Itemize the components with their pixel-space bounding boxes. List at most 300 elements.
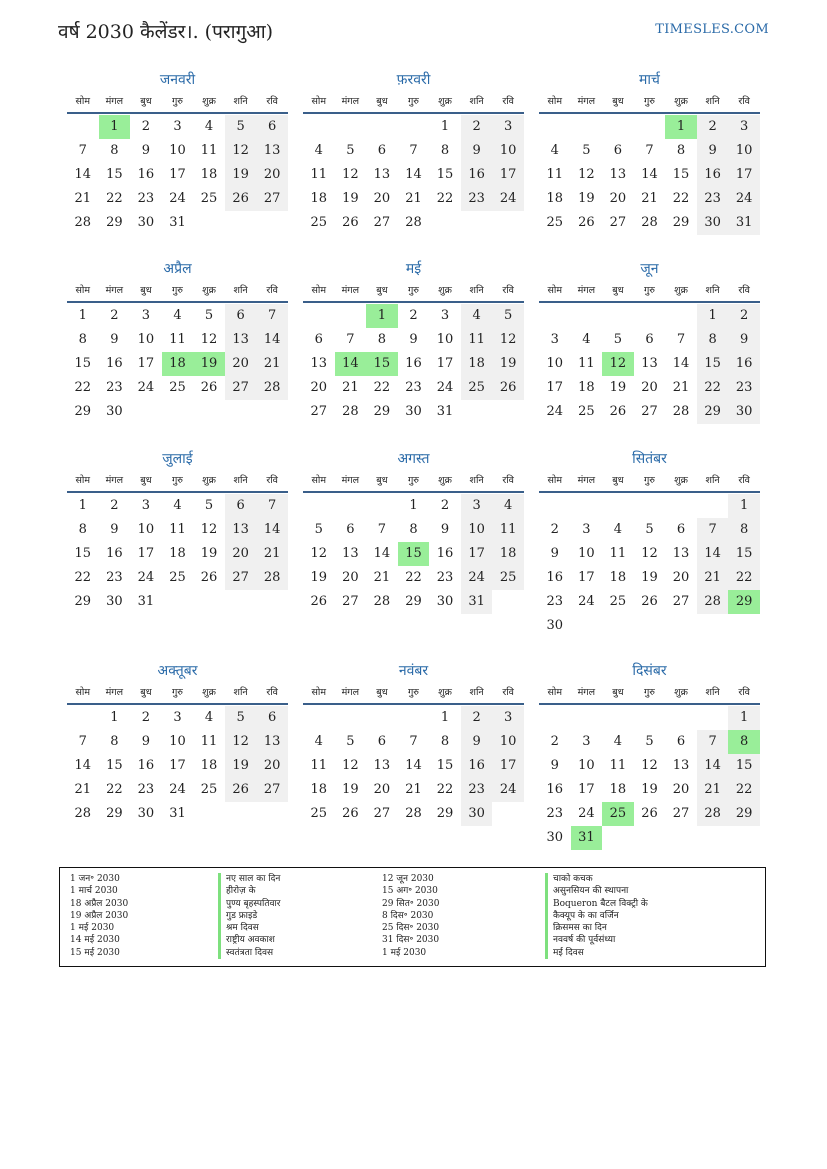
day-cell: 20 [672, 782, 690, 797]
empty-cell [366, 494, 398, 518]
day-cell: 21 [672, 380, 690, 395]
day-cell: 19 [342, 782, 359, 797]
weekday-label: शुक्र [438, 96, 452, 107]
empty-cell [665, 304, 697, 328]
weekday-label: गुरु [407, 285, 419, 296]
day-cell: 22 [728, 778, 760, 802]
day-cell: 9 [110, 332, 119, 347]
day-cell: 10 [578, 758, 595, 773]
day-cell: 8 [697, 328, 729, 352]
day-cell: 23 [461, 778, 493, 802]
day-cell: 22 [74, 570, 92, 585]
legend-names-right [545, 873, 648, 959]
day-cell: 17 [137, 546, 155, 561]
day-cell: 9 [550, 758, 559, 773]
weekday-label: गुरु [407, 475, 419, 486]
day-cell: 29 [106, 806, 123, 821]
day-cell: 29 [672, 215, 690, 230]
weekday-label: शुक्र [438, 285, 452, 296]
month-name: जनवरी [159, 72, 196, 88]
day-cell: 28 [697, 590, 729, 614]
weekday-label: रवि [502, 687, 514, 698]
day-cell: 24 [578, 594, 595, 609]
day-cell: 13 [225, 518, 257, 542]
holiday-day-cell: 29 [728, 590, 760, 614]
day-cell: 14 [256, 518, 288, 542]
weekday-label: बुध [612, 687, 624, 698]
day-cell: 25 [492, 566, 524, 590]
day-cell: 9 [409, 332, 418, 347]
holiday-day-cell: 1 [99, 115, 131, 139]
holiday-day-cell: 1 [665, 115, 697, 139]
legend-holiday-name: राष्ट्रीय अवकाश [218, 934, 280, 946]
day-cell: 19 [641, 570, 658, 585]
day-cell: 25 [310, 215, 328, 230]
day-cell: 5 [225, 706, 257, 730]
day-cell: 24 [728, 187, 760, 211]
day-cell: 19 [225, 754, 257, 778]
day-cell: 6 [676, 522, 686, 537]
month-name: अक्तूबर [157, 663, 198, 679]
empty-cell [539, 706, 571, 730]
day-cell: 2 [550, 522, 559, 537]
day-cell: 10 [461, 518, 493, 542]
day-cell: 30 [106, 594, 123, 609]
day-cell: 15 [436, 758, 454, 773]
day-cell: 17 [169, 758, 186, 773]
weekday-label: बुध [376, 96, 388, 107]
weekday-label: सोम [75, 475, 91, 486]
day-cell: 28 [373, 594, 391, 609]
day-grid [303, 706, 524, 826]
day-cell: 7 [697, 730, 729, 754]
legend-date: 1 मई 2030 [70, 923, 115, 934]
day-cell: 23 [405, 380, 422, 395]
day-cell: 5 [582, 143, 591, 158]
day-cell: 16 [461, 754, 493, 778]
day-cell: 25 [578, 404, 595, 419]
empty-cell [335, 706, 367, 730]
day-cell: 31 [169, 806, 186, 821]
day-cell: 23 [137, 191, 155, 206]
day-cell: 5 [492, 304, 524, 328]
day-cell: 16 [137, 167, 155, 182]
legend-date: 15 अग॰ 2030 [382, 886, 438, 897]
weekday-label: सोम [311, 96, 327, 107]
day-cell: 2 [440, 498, 450, 513]
day-cell: 13 [641, 356, 658, 371]
legend-names-left [218, 873, 280, 959]
day-cell: 17 [461, 542, 493, 566]
day-cell: 5 [346, 734, 355, 749]
empty-cell [697, 494, 729, 518]
day-cell: 25 [169, 570, 186, 585]
day-cell: 23 [106, 570, 123, 585]
site-link[interactable]: TIMESLES.COM [655, 22, 769, 37]
day-cell: 27 [342, 594, 359, 609]
day-cell: 1 [697, 304, 729, 328]
weekday-label: रवि [266, 285, 278, 296]
day-cell: 20 [641, 380, 658, 395]
weekday-label: शनि [469, 96, 484, 107]
day-cell: 23 [461, 187, 493, 211]
day-cell: 31 [436, 404, 454, 419]
day-cell: 27 [256, 187, 288, 211]
day-cell: 6 [225, 304, 257, 328]
weekday-header [303, 683, 524, 705]
day-cell: 12 [225, 730, 257, 754]
day-cell: 3 [550, 332, 559, 347]
day-cell: 4 [613, 522, 623, 537]
day-cell: 7 [256, 304, 288, 328]
empty-cell [366, 706, 398, 730]
day-cell: 23 [546, 594, 564, 609]
day-cell: 19 [641, 782, 658, 797]
day-cell: 12 [225, 139, 257, 163]
day-grid [303, 115, 524, 235]
day-cell: 13 [373, 167, 391, 182]
day-cell: 16 [461, 163, 493, 187]
weekday-label: शुक्र [202, 687, 216, 698]
empty-cell [602, 706, 634, 730]
day-cell: 9 [550, 546, 559, 561]
day-cell: 4 [314, 734, 323, 749]
day-cell: 26 [310, 594, 328, 609]
day-cell: 10 [728, 139, 760, 163]
weekday-label: सोम [311, 687, 327, 698]
holiday-day-cell: 14 [335, 352, 367, 376]
day-cell: 29 [436, 806, 454, 821]
month-name: फ़रवरी [396, 72, 431, 88]
weekday-label: सोम [311, 475, 327, 486]
day-cell: 1 [728, 494, 760, 518]
day-cell: 30 [546, 830, 564, 845]
day-cell: 21 [74, 191, 92, 206]
day-cell: 7 [645, 143, 654, 158]
weekday-label: सोम [547, 475, 563, 486]
day-cell: 8 [377, 332, 387, 347]
weekday-label: मंगल [341, 96, 360, 107]
day-cell: 13 [342, 546, 359, 561]
weekday-label: मंगल [341, 687, 360, 698]
holiday-legend [59, 867, 766, 967]
day-cell: 11 [609, 758, 627, 773]
weekday-label: गुरु [171, 687, 183, 698]
month-name: अप्रैल [163, 261, 192, 277]
day-cell: 22 [697, 376, 729, 400]
day-cell: 16 [405, 356, 422, 371]
day-grid [539, 115, 760, 235]
weekday-label: बुध [376, 687, 388, 698]
day-cell: 14 [256, 328, 288, 352]
month-block [539, 659, 760, 850]
day-cell: 20 [256, 754, 288, 778]
weekday-label: शनि [705, 475, 720, 486]
legend-date: 1 मई 2030 [382, 947, 427, 958]
day-cell: 1 [78, 498, 87, 513]
day-cell: 27 [310, 404, 328, 419]
weekday-label: गुरु [643, 285, 655, 296]
holiday-day-cell: 1 [366, 304, 398, 328]
day-cell: 7 [78, 734, 87, 749]
day-cell: 30 [461, 802, 493, 826]
weekday-label: शुक्र [674, 687, 688, 698]
weekday-label: बुध [612, 475, 624, 486]
day-cell: 11 [310, 758, 328, 773]
day-cell: 22 [106, 782, 123, 797]
day-cell: 9 [141, 143, 151, 158]
weekday-label: मंगल [105, 285, 124, 296]
day-cell: 16 [546, 570, 564, 585]
day-cell: 13 [256, 139, 288, 163]
holiday-day-cell: 31 [571, 826, 603, 850]
empty-cell [539, 494, 571, 518]
empty-cell [335, 494, 367, 518]
day-cell: 29 [728, 802, 760, 826]
day-cell: 28 [256, 376, 288, 400]
weekday-label: बुध [612, 96, 624, 107]
legend-holiday-name: असुनसियन की स्थापना [545, 885, 648, 897]
day-cell: 6 [256, 115, 288, 139]
day-cell: 3 [728, 115, 760, 139]
day-cell: 6 [256, 706, 288, 730]
day-cell: 10 [546, 356, 564, 371]
weekday-label: मंगल [341, 475, 360, 486]
weekday-label: सोम [547, 687, 563, 698]
weekday-label: शनि [233, 96, 248, 107]
day-cell: 27 [609, 215, 627, 230]
day-cell: 24 [461, 566, 493, 590]
day-cell: 30 [405, 404, 422, 419]
holiday-day-cell: 8 [728, 730, 760, 754]
weekday-label: शनि [469, 475, 484, 486]
day-cell: 11 [546, 167, 564, 182]
month-name: नवंबर [398, 663, 429, 679]
day-cell: 8 [728, 518, 760, 542]
day-cell: 7 [78, 143, 87, 158]
day-cell: 15 [106, 167, 123, 182]
weekday-label: शनि [705, 687, 720, 698]
day-cell: 7 [256, 494, 288, 518]
day-cell: 9 [728, 328, 760, 352]
day-cell: 28 [641, 215, 658, 230]
day-grid [539, 494, 760, 638]
month-block [303, 68, 524, 235]
day-cell: 14 [405, 758, 422, 773]
day-cell: 22 [728, 566, 760, 590]
day-cell: 23 [697, 187, 729, 211]
empty-cell [665, 706, 697, 730]
day-cell: 26 [200, 380, 218, 395]
day-cell: 26 [342, 806, 359, 821]
month-name: मई [405, 261, 422, 277]
day-cell: 5 [225, 115, 257, 139]
month-block [67, 257, 288, 424]
day-cell: 17 [169, 167, 186, 182]
day-cell: 10 [436, 332, 454, 347]
day-cell: 26 [200, 570, 218, 585]
day-cell: 8 [78, 522, 87, 537]
day-cell: 3 [173, 710, 182, 725]
empty-cell [398, 115, 430, 139]
day-cell: 9 [461, 139, 493, 163]
day-cell: 17 [578, 782, 595, 797]
day-cell: 14 [641, 167, 658, 182]
day-grid [303, 494, 524, 614]
empty-cell [398, 706, 430, 730]
empty-cell [665, 494, 697, 518]
day-cell: 22 [436, 782, 454, 797]
day-cell: 13 [672, 546, 690, 561]
day-cell: 29 [697, 400, 729, 424]
day-cell: 28 [342, 404, 359, 419]
weekday-header [539, 471, 760, 493]
day-cell: 11 [492, 518, 524, 542]
day-cell: 26 [225, 778, 257, 802]
day-cell: 7 [676, 332, 686, 347]
weekday-label: रवि [738, 96, 750, 107]
empty-cell [67, 706, 99, 730]
weekday-label: गुरु [171, 96, 183, 107]
day-cell: 26 [609, 404, 627, 419]
empty-cell [303, 304, 335, 328]
day-cell: 29 [106, 215, 123, 230]
day-cell: 30 [728, 400, 760, 424]
month-block [539, 447, 760, 638]
day-cell: 14 [373, 546, 391, 561]
empty-cell [571, 706, 603, 730]
day-cell: 1 [728, 706, 760, 730]
day-cell: 24 [492, 187, 524, 211]
weekday-label: शनि [705, 96, 720, 107]
day-cell: 6 [346, 522, 355, 537]
day-cell: 25 [169, 380, 186, 395]
day-cell: 18 [200, 167, 218, 182]
weekday-label: मंगल [105, 687, 124, 698]
day-cell: 21 [256, 542, 288, 566]
day-cell: 21 [405, 191, 422, 206]
day-cell: 22 [74, 380, 92, 395]
weekday-label: रवि [738, 475, 750, 486]
day-cell: 4 [204, 710, 214, 725]
day-cell: 11 [609, 546, 627, 561]
legend-holiday-name: Boqueron बैटल विक्ट्री के [545, 898, 648, 910]
day-cell: 2 [409, 308, 418, 323]
legend-date: 8 दिस॰ 2030 [382, 910, 434, 921]
day-cell: 22 [373, 380, 391, 395]
empty-cell [602, 115, 634, 139]
day-cell: 4 [492, 494, 524, 518]
day-cell: 28 [672, 404, 690, 419]
day-cell: 27 [373, 806, 391, 821]
day-cell: 15 [672, 167, 690, 182]
day-cell: 24 [137, 570, 155, 585]
weekday-label: बुध [140, 475, 152, 486]
day-cell: 16 [546, 782, 564, 797]
day-cell: 7 [377, 522, 387, 537]
empty-cell [634, 115, 666, 139]
weekday-label: रवि [738, 285, 750, 296]
legend-dates-right [382, 873, 439, 959]
weekday-header [67, 281, 288, 303]
day-cell: 21 [74, 782, 92, 797]
day-cell: 15 [436, 167, 454, 182]
day-cell: 16 [697, 163, 729, 187]
weekday-label: मंगल [105, 475, 124, 486]
weekday-label: शुक्र [202, 96, 216, 107]
empty-cell [335, 115, 367, 139]
empty-cell [67, 115, 99, 139]
day-cell: 12 [578, 167, 595, 182]
day-cell: 12 [342, 758, 359, 773]
weekday-label: बुध [140, 687, 152, 698]
day-cell: 6 [377, 143, 387, 158]
legend-date: 14 मई 2030 [70, 935, 120, 946]
day-cell: 14 [74, 758, 92, 773]
day-cell: 9 [461, 730, 493, 754]
day-cell: 15 [697, 352, 729, 376]
day-cell: 6 [613, 143, 623, 158]
day-cell: 6 [676, 734, 686, 749]
day-cell: 2 [697, 115, 729, 139]
day-cell: 28 [405, 806, 422, 821]
day-cell: 12 [492, 328, 524, 352]
day-cell: 7 [697, 518, 729, 542]
empty-cell [303, 494, 335, 518]
day-cell: 11 [310, 167, 328, 182]
day-cell: 2 [461, 115, 493, 139]
day-cell: 30 [436, 594, 454, 609]
day-cell: 28 [74, 215, 92, 230]
day-cell: 27 [256, 778, 288, 802]
day-cell: 10 [137, 332, 155, 347]
day-cell: 17 [492, 754, 524, 778]
day-cell: 27 [641, 404, 658, 419]
day-cell: 1 [110, 710, 119, 725]
day-cell: 4 [314, 143, 323, 158]
day-cell: 8 [409, 522, 418, 537]
day-cell: 26 [641, 806, 658, 821]
day-cell: 21 [697, 566, 729, 590]
day-cell: 20 [672, 570, 690, 585]
holiday-day-cell: 18 [162, 352, 194, 376]
day-cell: 15 [728, 754, 760, 778]
weekday-label: गुरु [643, 687, 655, 698]
day-cell: 24 [492, 778, 524, 802]
day-cell: 18 [310, 782, 328, 797]
legend-holiday-name: मई दिवस [545, 947, 648, 959]
day-cell: 15 [728, 542, 760, 566]
day-cell: 19 [310, 570, 328, 585]
day-cell: 2 [141, 710, 151, 725]
empty-cell [634, 706, 666, 730]
empty-cell [634, 494, 666, 518]
weekday-label: गुरु [407, 687, 419, 698]
day-cell: 12 [641, 546, 658, 561]
day-cell: 8 [110, 734, 119, 749]
weekday-label: सोम [547, 96, 563, 107]
legend-holiday-name: चाको कचक [545, 873, 648, 885]
day-cell: 6 [225, 494, 257, 518]
day-cell: 16 [106, 356, 123, 371]
legend-date: 31 दिस॰ 2030 [382, 935, 440, 946]
weekday-label: सोम [311, 285, 327, 296]
day-cell: 5 [314, 522, 323, 537]
day-cell: 8 [440, 143, 450, 158]
day-cell: 1 [409, 498, 418, 513]
day-grid [303, 304, 524, 424]
day-cell: 17 [436, 356, 454, 371]
